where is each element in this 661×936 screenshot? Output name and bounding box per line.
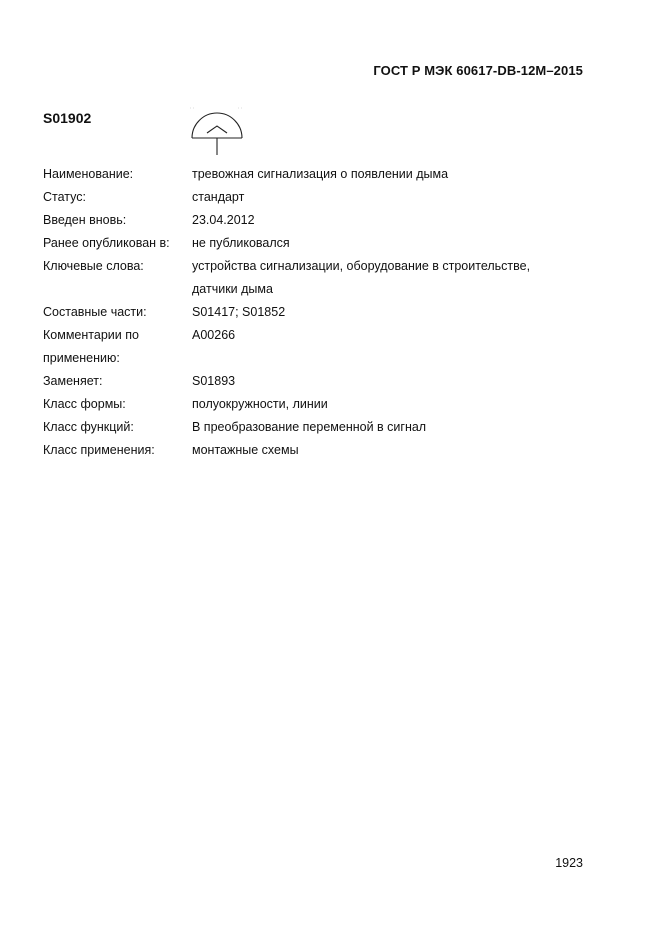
property-value: стандарт — [192, 190, 245, 204]
property-value: тревожная сигнализация о появлении дыма — [192, 167, 449, 181]
property-label: Заменяет: — [43, 374, 103, 388]
property-row-introduced — [43, 209, 563, 232]
property-label: Наименование: — [43, 167, 134, 181]
property-value: полуокружности, линии — [192, 397, 328, 411]
property-value: S01417; S01852 — [192, 305, 286, 319]
property-label: Ранее опубликован в: — [43, 236, 170, 250]
property-label: Класс применения: — [43, 443, 155, 457]
property-row-replaces — [43, 370, 563, 393]
smoke-detector-semicircle-symbol-icon — [190, 106, 256, 158]
property-label: Ключевые слова: — [43, 259, 144, 273]
property-row-application-class — [43, 439, 563, 462]
property-label: Комментарии по применению: — [43, 328, 139, 365]
property-label: Введен вновь: — [43, 213, 127, 227]
property-row-name — [43, 163, 563, 186]
property-row-components — [43, 301, 563, 324]
property-value: 23.04.2012 — [192, 213, 255, 227]
property-row-function-class — [43, 416, 563, 439]
property-label: Статус: — [43, 190, 86, 204]
symbol-id: S01902 — [43, 110, 92, 126]
symbol-properties-table — [43, 163, 563, 462]
property-label: Класс формы: — [43, 397, 126, 411]
property-value: устройства сигнализации, оборудование в строительстве, датчики дыма — [192, 259, 531, 296]
property-label: Составные части: — [43, 305, 147, 319]
property-value: S01893 — [192, 374, 236, 388]
property-label: Класс функций: — [43, 420, 134, 434]
property-value: монтажные схемы — [192, 443, 299, 457]
page-number: 1923 — [555, 856, 583, 870]
property-value: A00266 — [192, 328, 236, 342]
property-row-previously-published — [43, 232, 563, 255]
property-row-status — [43, 186, 563, 209]
property-row-keywords — [43, 255, 563, 301]
property-row-form-class — [43, 393, 563, 416]
property-value: не публиковался — [192, 236, 290, 250]
property-row-application-notes — [43, 324, 563, 370]
property-value: В преобразование переменной в сигнал — [192, 420, 427, 434]
standard-code-header: ГОСТ Р МЭК 60617-DB-12M–2015 — [373, 63, 583, 78]
